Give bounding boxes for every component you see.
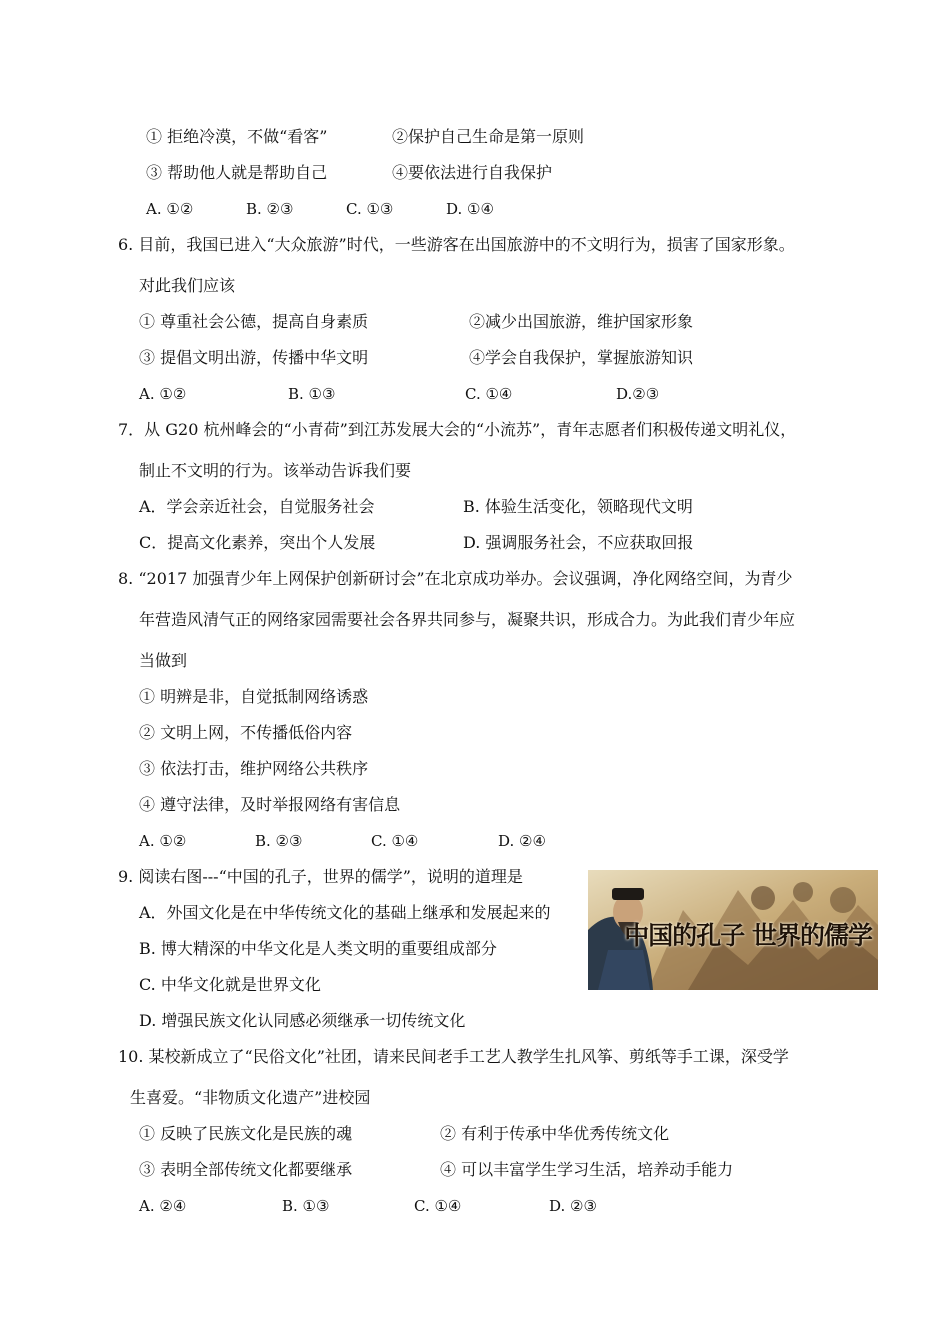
q5-option-d: D. ①④	[446, 200, 494, 218]
q9-stem: 9. 阅读右图---“中国的孔子，世界的儒学”，说明的道理是	[118, 867, 523, 886]
q5-option-c: C. ①③	[346, 200, 394, 218]
q8-statement-1: ① 明辨是非，自觉抵制网络诱惑	[139, 687, 369, 706]
q6-option-a: A. ①②	[139, 385, 187, 403]
q8-option-a: A. ①②	[139, 832, 187, 850]
q9-option-b: B. 博大精深的中华文化是人类文明的重要组成部分	[139, 939, 497, 958]
q10-stem-line-1: 10. 某校新成立了“民俗文化”社团，请来民间老手工艺人教学生扎风筝、剪纸等手工课，深受学	[118, 1047, 789, 1066]
q6-statement-3: ③ 提倡文明出游，传播中华文明	[139, 348, 369, 367]
q7-option-a: A．学会亲近社会，自觉服务社会	[139, 497, 375, 516]
q8-stem-line-2: 年营造风清气正的网络家园需要社会各界共同参与，凝聚共识，形成合力。为此我们青少年应	[139, 610, 796, 629]
q8-statement-2: ② 文明上网，不传播低俗内容	[139, 723, 353, 742]
q6-statement-2: ②减少出国旅游，维护国家形象	[469, 312, 694, 331]
q10-option-c: C. ①④	[414, 1197, 462, 1215]
q10-statement-4: ④ 可以丰富学生学习生活，培养动手能力	[440, 1160, 734, 1179]
q5-statement-3: ③ 帮助他人就是帮助自己	[146, 163, 328, 182]
q7-stem-line-1: 7．从 G20 杭州峰会的“小青荷”到江苏发展大会的“小流苏”，青年志愿者们积极传递文明礼仪，	[118, 420, 797, 439]
q10-statement-1: ① 反映了民族文化是民族的魂	[139, 1124, 353, 1143]
q6-option-d: D.②③	[616, 385, 660, 403]
q6-stem-line-1: 6. 目前，我国已进入“大众旅游”时代，一些游客在出国旅游中的不文明行为，损害了国家形象。	[118, 235, 795, 254]
q7-option-d: D. 强调服务社会，不应获取回报	[463, 533, 694, 552]
q10-option-d: D. ②③	[549, 1197, 597, 1215]
q10-stem-line-2: 生喜爱。“非物质文化遗产”进校园	[130, 1088, 371, 1107]
q6-option-b: B. ①③	[288, 385, 336, 403]
image-caption: 中国的孔子 世界的儒学	[624, 921, 872, 950]
q6-statement-1: ① 尊重社会公德，提高自身素质	[139, 312, 369, 331]
q5-option-a: A. ①②	[146, 200, 194, 218]
q9-option-d: D. 增强民族文化认同感必须继承一切传统文化	[139, 1011, 466, 1030]
q6-stem-line-2: 对此我们应该	[139, 276, 236, 295]
q7-stem-line-2: 制止不文明的行为。该举动告诉我们要	[139, 461, 412, 480]
q8-stem-line-3: 当做到	[139, 651, 188, 670]
q5-statement-2: ②保护自己生命是第一原则	[392, 127, 585, 146]
q8-option-d: D. ②④	[498, 832, 546, 850]
q8-statement-4: ④ 遵守法律，及时举报网络有害信息	[139, 795, 401, 814]
q6-option-c: C. ①④	[465, 385, 513, 403]
q5-statement-1: ① 拒绝冷漠，不做“看客”	[146, 127, 328, 146]
q8-option-b: B. ②③	[255, 832, 303, 850]
q7-option-c: C．提高文化素养，突出个人发展	[139, 533, 376, 552]
q6-statement-4: ④学会自我保护，掌握旅游知识	[469, 348, 694, 367]
q8-option-c: C. ①④	[371, 832, 419, 850]
q10-option-b: B. ①③	[282, 1197, 330, 1215]
q9-option-a: A．外国文化是在中华传统文化的基础上继承和发展起来的	[139, 903, 551, 922]
q5-statement-4: ④要依法进行自我保护	[392, 163, 553, 182]
q9-option-c: C. 中华文化就是世界文化	[139, 975, 321, 994]
q8-statement-3: ③ 依法打击，维护网络公共秩序	[139, 759, 369, 778]
q8-stem-line-1: 8. “2017 加强青少年上网保护创新研讨会”在北京成功举办。会议强调，净化网络空间，为青少	[118, 569, 793, 588]
q10-statement-2: ② 有利于传承中华优秀传统文化	[440, 1124, 670, 1143]
q10-option-a: A. ②④	[139, 1197, 187, 1215]
q10-statement-3: ③ 表明全部传统文化都要继承	[139, 1160, 353, 1179]
confucius-picture	[588, 870, 878, 990]
q7-option-b: B. 体验生活变化，领略现代文明	[463, 497, 693, 516]
q5-option-b: B. ②③	[246, 200, 294, 218]
